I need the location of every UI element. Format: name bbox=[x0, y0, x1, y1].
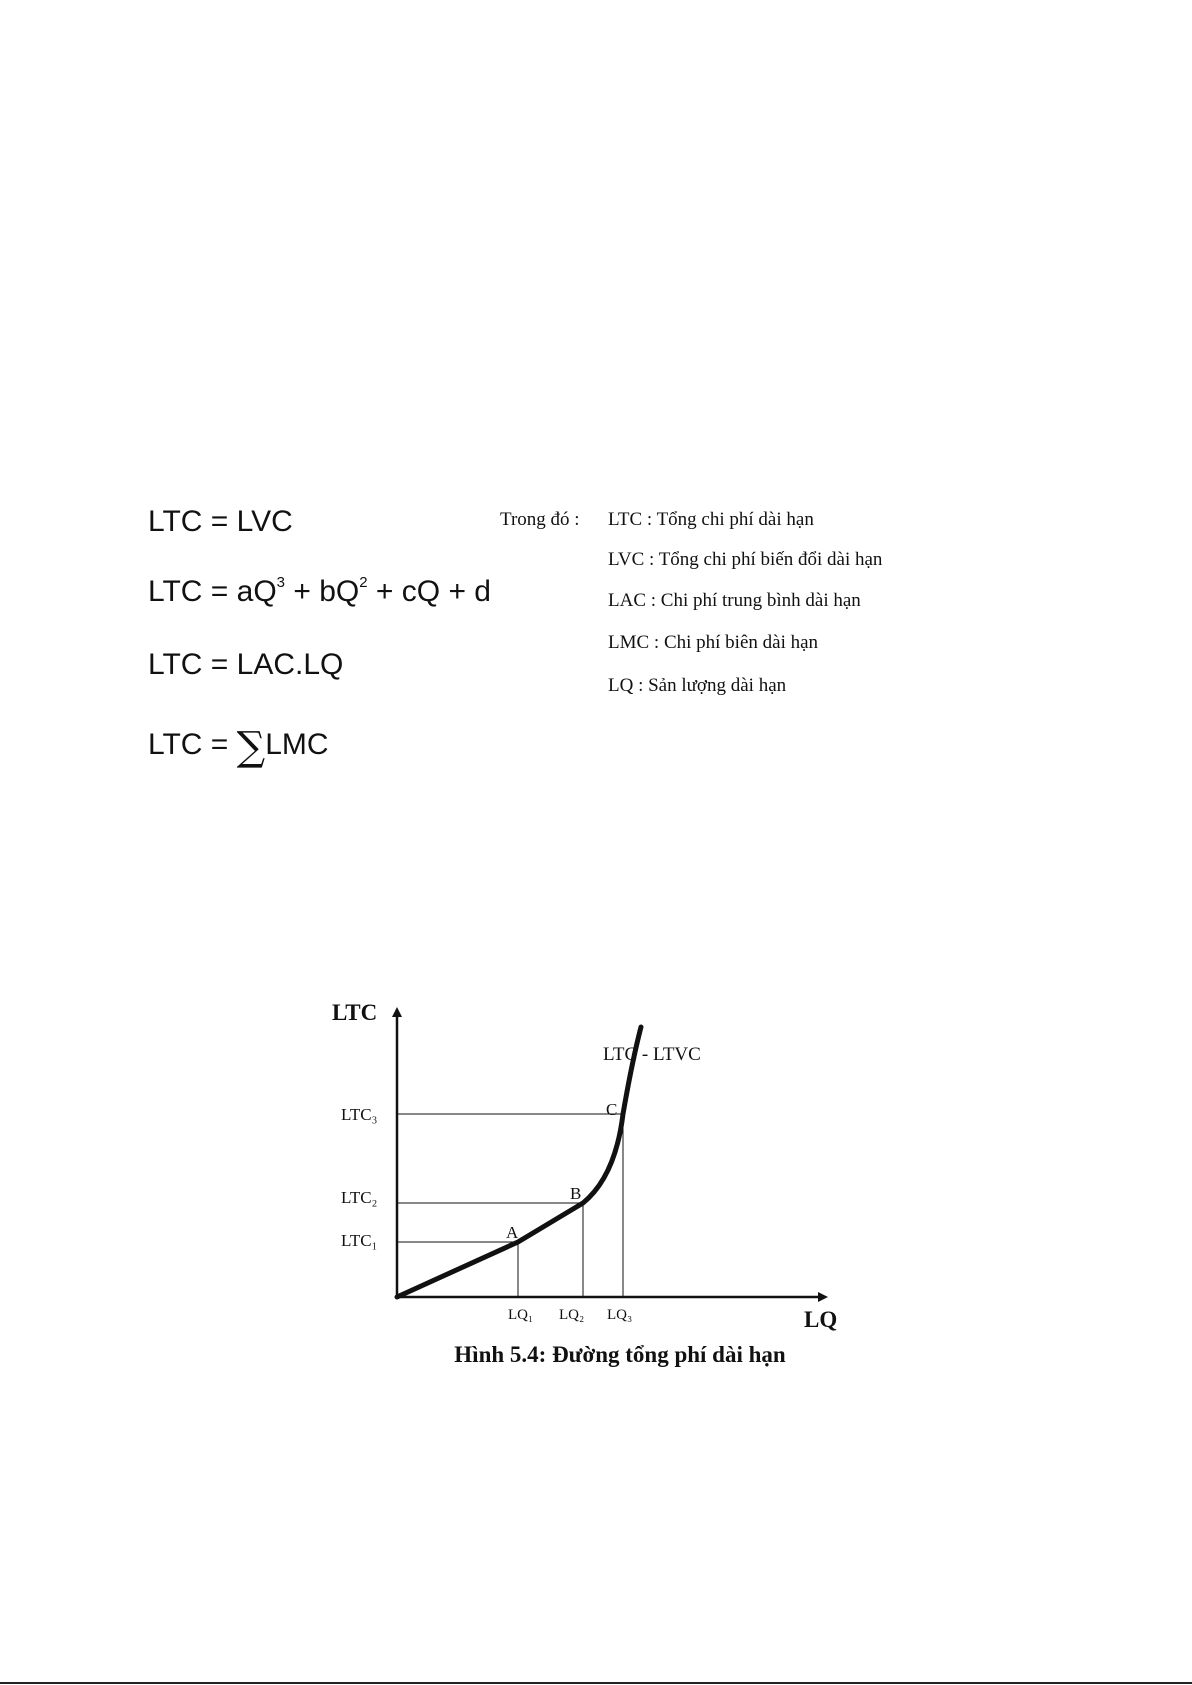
legend-item-lmc: LMC : Chi phí biên dài hạn bbox=[608, 632, 819, 653]
x-axis-label: LQ bbox=[804, 1307, 838, 1332]
x-tick-lq2: LQ₂ bbox=[559, 1307, 585, 1323]
y-tick-ltc1: LTC₁ bbox=[341, 1231, 378, 1250]
formula-ltc-lvc-text: LTC = LVC bbox=[148, 505, 293, 538]
y-tick-ltc2: LTC₂ bbox=[341, 1188, 378, 1207]
legend-item-lvc: LVC : Tổng chi phí biến đổi dài hạn bbox=[608, 549, 883, 570]
formula-cubic-exponent-2: 2 bbox=[359, 574, 368, 591]
legend-lead: Trong đó : bbox=[500, 509, 580, 530]
ltc-chart bbox=[300, 985, 880, 1335]
sigma-symbol: ∑ bbox=[236, 724, 266, 770]
formula-ltc-lac bbox=[148, 648, 343, 682]
legend-item-lq: LQ : Sản lượng dài hạn bbox=[608, 675, 787, 696]
long-run-total-cost-figure bbox=[300, 985, 880, 1385]
point-label-b: B bbox=[570, 1184, 582, 1203]
formula-sum-rhs: LMC bbox=[265, 728, 329, 761]
formula-cubic-part-b: + bQ bbox=[285, 575, 360, 608]
formula-sum-lhs: LTC = bbox=[148, 728, 237, 761]
formula-cubic-part-c: + cQ + d bbox=[367, 575, 491, 608]
formula-ltc-sum-lmc bbox=[148, 724, 329, 770]
formula-cubic-exponent-3: 3 bbox=[276, 574, 286, 591]
formula-ltc-cubic bbox=[148, 575, 491, 609]
legend-item-lac: LAC : Chi phí trung bình dài hạn bbox=[608, 590, 861, 611]
figure-caption: Hình 5.4: Đường tổng phí dài hạn bbox=[454, 1342, 786, 1367]
point-label-a: A bbox=[506, 1223, 519, 1242]
formula-ltc-lvc bbox=[148, 505, 293, 539]
ltc-curve bbox=[397, 1027, 641, 1297]
formula-ltc-lac-text: LTC = LAC.LQ bbox=[148, 648, 344, 681]
legend-item-ltc: LTC : Tổng chi phí dài hạn bbox=[608, 509, 814, 530]
point-label-c: C bbox=[606, 1100, 618, 1119]
curve-label: LTC - LTVC bbox=[603, 1044, 701, 1065]
page-bottom-rule bbox=[0, 1682, 1192, 1684]
x-tick-lq1: LQ₁ bbox=[508, 1307, 534, 1323]
y-tick-ltc3: LTC₃ bbox=[341, 1105, 378, 1124]
y-axis-label: LTC bbox=[332, 1000, 378, 1025]
x-tick-lq3: LQ₃ bbox=[607, 1307, 633, 1323]
formula-cubic-part-a: LTC = aQ bbox=[148, 575, 277, 608]
